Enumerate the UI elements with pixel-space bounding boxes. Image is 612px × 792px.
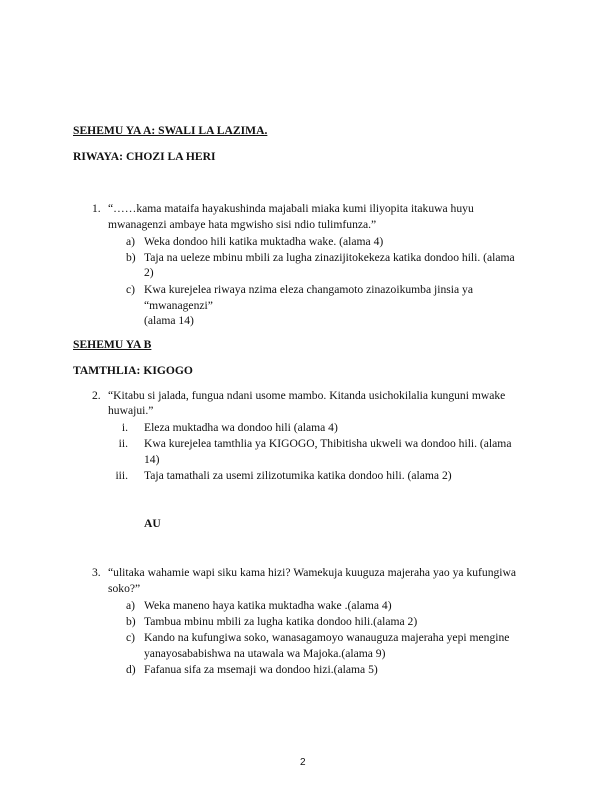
part-text: 2) bbox=[144, 266, 154, 279]
question-number: 1. bbox=[92, 202, 101, 215]
part-text: 14) bbox=[144, 453, 160, 466]
or-label: AU bbox=[144, 517, 161, 530]
question-text: “……kama mataifa hayakushinda majabali miaka kumi iliyopita itakuwa huyu bbox=[108, 202, 474, 215]
section-a-heading: SEHEMU YA A: SWALI LA LAZIMA. bbox=[73, 124, 268, 137]
part-text: Weka dondoo hili katika muktadha wake. (alama 4) bbox=[144, 235, 384, 248]
part-label: i. bbox=[121, 421, 128, 434]
part-label: ii. bbox=[118, 437, 128, 450]
part-text: Fafanua sifa za msemaji wa dondoo hizi.(alama 5) bbox=[144, 663, 378, 676]
question-text: mwanagenzi ambaye hata mgwisho sisi ndio tulimfunza.” bbox=[108, 218, 377, 231]
part-text: Kwa kurejelea riwaya nzima eleza changamoto zinazoikumba jinsia ya bbox=[144, 283, 473, 296]
part-label: iii. bbox=[115, 469, 128, 482]
part-text: Weka maneno haya katika muktadha wake .(alama 4) bbox=[144, 599, 392, 612]
section-b-subheading: TAMTHLIA: KIGOGO bbox=[73, 364, 193, 377]
question-text: “ulitaka wahamie wapi siku kama hizi? Wamekuja kuuguza majeraha yao ya kufungiwa bbox=[108, 566, 517, 579]
part-text: Kando na kufungiwa soko, wanasagamoyo wanauguza majeraha yepi mengine bbox=[144, 631, 510, 644]
part-text: Taja tamathali za usemi zilizotumika katika dondoo hili. (alama 2) bbox=[144, 469, 452, 482]
page-number: 2 bbox=[300, 757, 306, 768]
part-text: (alama 14) bbox=[144, 314, 194, 327]
part-text: “mwanagenzi” bbox=[144, 299, 213, 312]
question-number: 3. bbox=[92, 566, 101, 579]
part-label: a) bbox=[126, 599, 136, 612]
part-label: b) bbox=[126, 251, 136, 264]
part-label: b) bbox=[126, 615, 136, 628]
section-b-heading: SEHEMU YA B bbox=[73, 338, 152, 351]
question-number: 2. bbox=[92, 389, 101, 402]
part-text: yanayosababishwa na utawala wa Majoka.(alama 9) bbox=[144, 647, 386, 660]
question-text: huwajui.” bbox=[108, 404, 154, 417]
part-label: c) bbox=[126, 283, 136, 296]
part-label: a) bbox=[126, 235, 136, 248]
part-text: Kwa kurejelea tamthlia ya KIGOGO, Thibitisha ukweli wa dondoo hili. (alama bbox=[144, 437, 512, 450]
section-a-subheading: RIWAYA: CHOZI LA HERI bbox=[73, 150, 216, 163]
part-label: c) bbox=[126, 631, 136, 644]
question-text: “Kitabu si jalada, fungua ndani usome mambo. Kitanda usichokilalia kunguni mwake bbox=[108, 389, 506, 402]
part-text: Eleza muktadha wa dondoo hili (alama 4) bbox=[144, 421, 338, 434]
part-label: d) bbox=[126, 663, 136, 676]
part-text: Tambua mbinu mbili za lugha katika dondoo hili.(alama 2) bbox=[144, 615, 418, 628]
part-text: Taja na ueleze mbinu mbili za lugha zinazijitokekeza katika dondoo hili. (alama bbox=[144, 251, 515, 264]
question-text: soko?” bbox=[108, 582, 141, 595]
